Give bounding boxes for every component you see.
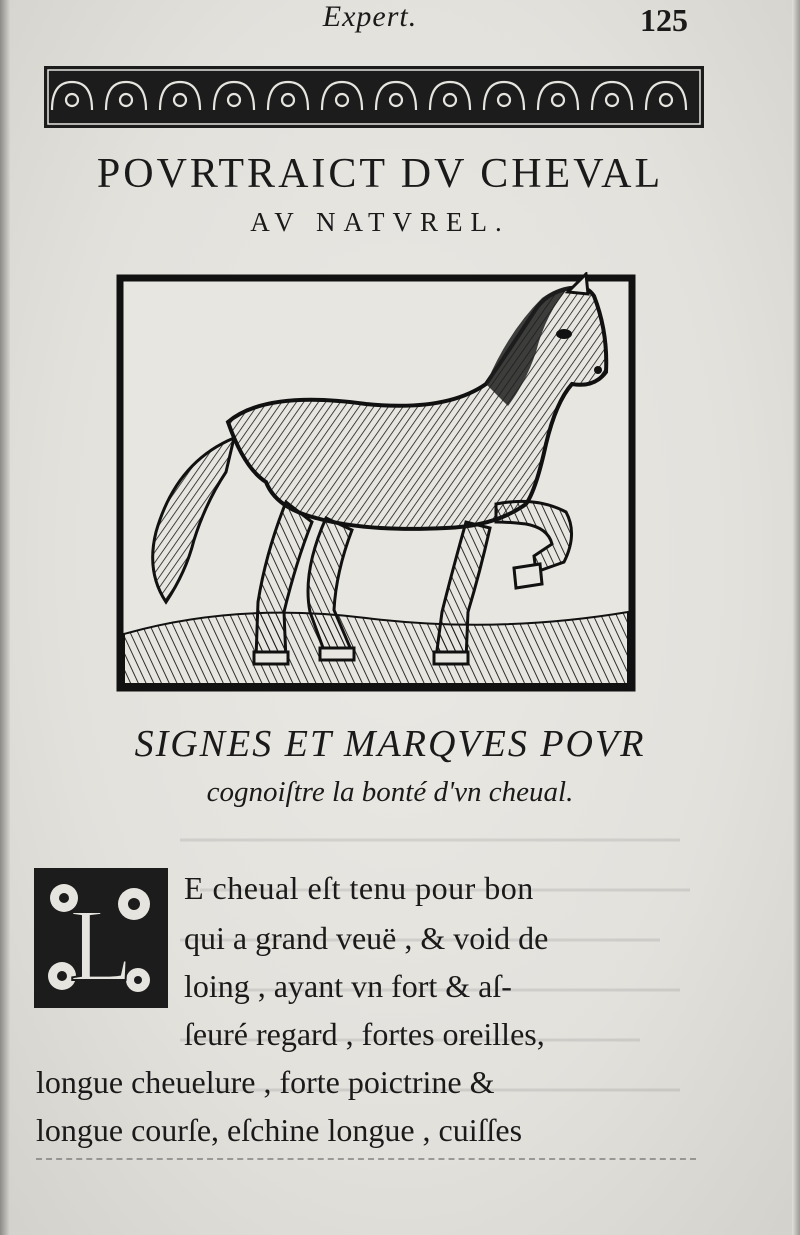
page-number: 125 <box>640 2 688 38</box>
body-line-5: longue cheuelure , forte poictrine & <box>36 1064 495 1100</box>
drop-cap-letter: L <box>69 888 133 1003</box>
bottom-rule <box>36 1158 696 1161</box>
plate-title: POVRTRAICT DV CHEVAL <box>96 151 664 197</box>
fleuron-border-icon <box>44 66 704 128</box>
body-line-2: qui a grand veuë , & void de <box>184 920 549 956</box>
section-heading: SIGNES ET MARQVES POVR <box>134 723 646 765</box>
horse-woodcut-icon <box>116 272 640 694</box>
body-line-3: loing , ayant vn fort & aſ- <box>184 968 512 1004</box>
body-line-4: ſeuré regard , fortes oreilles, <box>184 1016 545 1052</box>
plate-subtitle: AV NATVREL. <box>250 207 510 237</box>
section-subheading: cognoiſtre la bonté d'vn cheual. <box>206 776 574 808</box>
page-edge <box>792 0 800 1235</box>
page-gutter <box>0 0 10 1235</box>
floral-initial-icon <box>34 868 168 1008</box>
drop-cap <box>34 868 168 1008</box>
body-line-6: longue courſe, eſchine longue , cuiſſes <box>36 1112 523 1148</box>
running-head: Expert. <box>322 0 418 33</box>
body-line-1: E cheual eſt tenu pour bon <box>184 870 534 906</box>
